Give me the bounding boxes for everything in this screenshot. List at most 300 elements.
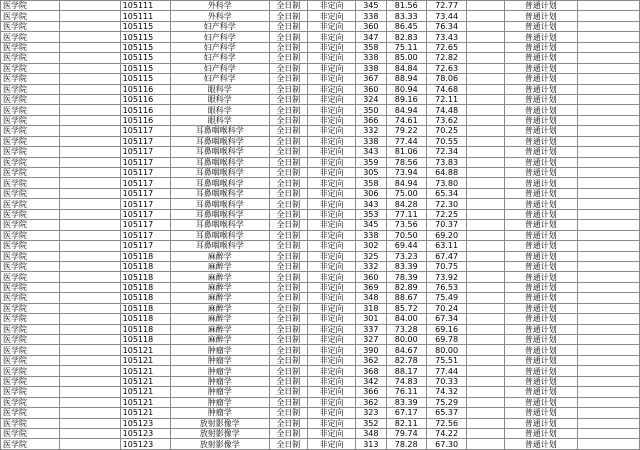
cell-study-mode: 全日制 [269, 178, 308, 188]
cell-major-name: 麻醉学 [170, 324, 269, 334]
cell-major-code: 105121 [120, 408, 170, 418]
cell-blank [577, 397, 639, 407]
cell-initial-score: 332 [356, 126, 386, 136]
cell-major-name: 肿瘤学 [170, 355, 269, 365]
cell-blank [577, 366, 639, 376]
cell-total-score: 67.34 [426, 314, 466, 324]
cell-major-name: 妇产科学 [170, 21, 269, 31]
cell-major-code: 105118 [120, 335, 170, 345]
cell-major-code: 105118 [120, 251, 170, 261]
cell-blank [577, 387, 639, 397]
cell-study-mode: 全日制 [269, 209, 308, 219]
cell-blank [467, 178, 504, 188]
cell-blank [60, 105, 120, 115]
cell-major-name: 肿瘤学 [170, 366, 269, 376]
cell-major-name: 麻醉学 [170, 261, 269, 271]
cell-blank [577, 355, 639, 365]
table-row [1, 439, 640, 449]
cell-major-code: 105117 [120, 188, 170, 198]
cell-initial-score: 369 [356, 282, 386, 292]
cell-major-name: 耳鼻咽喉科学 [170, 230, 269, 240]
table-body [1, 1, 640, 450]
cell-interview-score: 77.44 [386, 136, 426, 146]
cell-total-score: 76.53 [426, 282, 466, 292]
cell-blank [467, 32, 504, 42]
cell-department: 医学院 [1, 355, 60, 365]
cell-major-name: 外科学 [170, 1, 269, 11]
cell-plan-type: 普通计划 [504, 209, 577, 219]
cell-initial-score: 362 [356, 397, 386, 407]
cell-plan-type: 普通计划 [504, 355, 577, 365]
cell-interview-score: 75.11 [386, 42, 426, 52]
cell-blank [577, 261, 639, 271]
cell-blank [60, 241, 120, 251]
cell-department: 医学院 [1, 230, 60, 240]
cell-study-mode: 全日制 [269, 63, 308, 73]
cell-plan-type: 普通计划 [504, 94, 577, 104]
cell-interview-score: 73.56 [386, 220, 426, 230]
cell-orientation: 非定向 [308, 105, 356, 115]
cell-orientation: 非定向 [308, 147, 356, 157]
cell-orientation: 非定向 [308, 11, 356, 21]
cell-interview-score: 70.50 [386, 230, 426, 240]
cell-major-name: 耳鼻咽喉科学 [170, 147, 269, 157]
cell-blank [467, 220, 504, 230]
table-row [1, 220, 640, 230]
cell-major-name: 麻醉学 [170, 303, 269, 313]
cell-blank [467, 1, 504, 11]
cell-orientation: 非定向 [308, 74, 356, 84]
cell-department: 医学院 [1, 345, 60, 355]
cell-department: 医学院 [1, 115, 60, 125]
cell-major-name: 麻醉学 [170, 282, 269, 292]
cell-study-mode: 全日制 [269, 74, 308, 84]
table-row [1, 32, 640, 42]
cell-plan-type: 普通计划 [504, 199, 577, 209]
cell-total-score: 74.68 [426, 84, 466, 94]
cell-blank [577, 168, 639, 178]
cell-study-mode: 全日制 [269, 418, 308, 428]
cell-blank [60, 1, 120, 11]
cell-major-code: 105117 [120, 209, 170, 219]
cell-plan-type: 普通计划 [504, 11, 577, 21]
cell-blank [467, 335, 504, 345]
cell-plan-type: 普通计划 [504, 230, 577, 240]
cell-blank [60, 53, 120, 63]
cell-department: 医学院 [1, 147, 60, 157]
cell-study-mode: 全日制 [269, 147, 308, 157]
cell-major-code: 105118 [120, 272, 170, 282]
cell-study-mode: 全日制 [269, 303, 308, 313]
cell-orientation: 非定向 [308, 376, 356, 386]
cell-study-mode: 全日制 [269, 335, 308, 345]
cell-orientation: 非定向 [308, 126, 356, 136]
cell-blank [60, 74, 120, 84]
cell-total-score: 72.82 [426, 53, 466, 63]
cell-initial-score: 350 [356, 105, 386, 115]
cell-blank [60, 136, 120, 146]
cell-study-mode: 全日制 [269, 21, 308, 31]
cell-plan-type: 普通计划 [504, 335, 577, 345]
cell-study-mode: 全日制 [269, 376, 308, 386]
cell-interview-score: 69.44 [386, 241, 426, 251]
cell-orientation: 非定向 [308, 387, 356, 397]
cell-orientation: 非定向 [308, 251, 356, 261]
cell-department: 医学院 [1, 397, 60, 407]
cell-blank [60, 397, 120, 407]
cell-interview-score: 85.72 [386, 303, 426, 313]
cell-total-score: 75.51 [426, 355, 466, 365]
cell-blank [60, 94, 120, 104]
cell-major-name: 放射影像学 [170, 428, 269, 438]
cell-major-code: 105116 [120, 115, 170, 125]
cell-blank [577, 314, 639, 324]
cell-study-mode: 全日制 [269, 355, 308, 365]
cell-department: 医学院 [1, 439, 60, 449]
cell-orientation: 非定向 [308, 335, 356, 345]
cell-plan-type: 普通计划 [504, 397, 577, 407]
cell-study-mode: 全日制 [269, 53, 308, 63]
cell-blank [577, 42, 639, 52]
cell-orientation: 非定向 [308, 32, 356, 42]
cell-interview-score: 88.67 [386, 293, 426, 303]
cell-initial-score: 306 [356, 188, 386, 198]
cell-study-mode: 全日制 [269, 282, 308, 292]
cell-initial-score: 301 [356, 314, 386, 324]
cell-total-score: 63.11 [426, 241, 466, 251]
cell-initial-score: 338 [356, 136, 386, 146]
cell-major-code: 105117 [120, 178, 170, 188]
cell-major-name: 眼科学 [170, 84, 269, 94]
cell-total-score: 69.20 [426, 230, 466, 240]
cell-major-name: 耳鼻咽喉科学 [170, 188, 269, 198]
cell-department: 医学院 [1, 63, 60, 73]
table-row [1, 147, 640, 157]
cell-orientation: 非定向 [308, 178, 356, 188]
cell-department: 医学院 [1, 199, 60, 209]
cell-interview-score: 74.61 [386, 115, 426, 125]
cell-plan-type: 普通计划 [504, 345, 577, 355]
cell-total-score: 74.32 [426, 387, 466, 397]
cell-plan-type: 普通计划 [504, 303, 577, 313]
cell-total-score: 74.48 [426, 105, 466, 115]
cell-blank [60, 230, 120, 240]
cell-blank [577, 376, 639, 386]
cell-major-code: 105115 [120, 63, 170, 73]
cell-major-code: 105123 [120, 418, 170, 428]
cell-study-mode: 全日制 [269, 324, 308, 334]
cell-plan-type: 普通计划 [504, 63, 577, 73]
cell-initial-score: 362 [356, 355, 386, 365]
cell-study-mode: 全日制 [269, 11, 308, 21]
cell-department: 医学院 [1, 136, 60, 146]
cell-total-score: 70.25 [426, 126, 466, 136]
cell-total-score: 72.25 [426, 209, 466, 219]
cell-blank [60, 439, 120, 449]
cell-blank [467, 418, 504, 428]
cell-major-name: 眼科学 [170, 94, 269, 104]
cell-plan-type: 普通计划 [504, 21, 577, 31]
cell-blank [60, 251, 120, 261]
cell-plan-type: 普通计划 [504, 241, 577, 251]
cell-blank [60, 293, 120, 303]
cell-initial-score: 338 [356, 63, 386, 73]
cell-plan-type: 普通计划 [504, 314, 577, 324]
table-row [1, 53, 640, 63]
cell-major-code: 105121 [120, 366, 170, 376]
cell-study-mode: 全日制 [269, 366, 308, 376]
cell-major-code: 105115 [120, 74, 170, 84]
cell-blank [60, 32, 120, 42]
cell-total-score: 72.56 [426, 418, 466, 428]
cell-blank [467, 428, 504, 438]
cell-study-mode: 全日制 [269, 439, 308, 449]
cell-study-mode: 全日制 [269, 105, 308, 115]
cell-major-code: 105117 [120, 157, 170, 167]
cell-plan-type: 普通计划 [504, 84, 577, 94]
cell-interview-score: 84.84 [386, 63, 426, 73]
cell-initial-score: 345 [356, 220, 386, 230]
cell-blank [467, 115, 504, 125]
cell-major-code: 105117 [120, 136, 170, 146]
cell-blank [60, 335, 120, 345]
cell-blank [577, 345, 639, 355]
cell-orientation: 非定向 [308, 314, 356, 324]
cell-major-name: 妇产科学 [170, 74, 269, 84]
cell-initial-score: 324 [356, 94, 386, 104]
cell-interview-score: 86.45 [386, 21, 426, 31]
cell-major-name: 耳鼻咽喉科学 [170, 136, 269, 146]
cell-blank [577, 136, 639, 146]
cell-department: 医学院 [1, 209, 60, 219]
cell-study-mode: 全日制 [269, 293, 308, 303]
cell-department: 医学院 [1, 21, 60, 31]
cell-initial-score: 313 [356, 439, 386, 449]
table-row [1, 418, 640, 428]
cell-blank [467, 136, 504, 146]
cell-total-score: 76.34 [426, 21, 466, 31]
cell-blank [577, 303, 639, 313]
cell-department: 医学院 [1, 105, 60, 115]
cell-interview-score: 79.74 [386, 428, 426, 438]
cell-initial-score: 360 [356, 21, 386, 31]
cell-plan-type: 普通计划 [504, 74, 577, 84]
cell-blank [577, 188, 639, 198]
cell-plan-type: 普通计划 [504, 261, 577, 271]
cell-department: 医学院 [1, 387, 60, 397]
cell-blank [467, 251, 504, 261]
table-row [1, 105, 640, 115]
cell-department: 医学院 [1, 428, 60, 438]
cell-interview-score: 76.11 [386, 387, 426, 397]
table-row [1, 355, 640, 365]
cell-blank [577, 293, 639, 303]
cell-total-score: 74.22 [426, 428, 466, 438]
cell-initial-score: 342 [356, 376, 386, 386]
cell-blank [467, 293, 504, 303]
table-row [1, 251, 640, 261]
cell-initial-score: 367 [356, 74, 386, 84]
cell-major-name: 麻醉学 [170, 251, 269, 261]
cell-total-score: 73.83 [426, 157, 466, 167]
cell-major-code: 105117 [120, 147, 170, 157]
cell-orientation: 非定向 [308, 345, 356, 355]
cell-total-score: 72.63 [426, 63, 466, 73]
cell-blank [577, 199, 639, 209]
table-row [1, 84, 640, 94]
cell-orientation: 非定向 [308, 282, 356, 292]
cell-blank [60, 387, 120, 397]
table-row [1, 126, 640, 136]
cell-blank [467, 105, 504, 115]
cell-major-code: 105121 [120, 355, 170, 365]
cell-total-score: 73.80 [426, 178, 466, 188]
cell-blank [60, 366, 120, 376]
cell-blank [577, 428, 639, 438]
table-row [1, 178, 640, 188]
cell-initial-score: 358 [356, 178, 386, 188]
cell-plan-type: 普通计划 [504, 53, 577, 63]
cell-plan-type: 普通计划 [504, 282, 577, 292]
cell-plan-type: 普通计划 [504, 293, 577, 303]
cell-blank [467, 355, 504, 365]
cell-plan-type: 普通计划 [504, 376, 577, 386]
cell-interview-score: 85.00 [386, 53, 426, 63]
cell-blank [60, 408, 120, 418]
cell-study-mode: 全日制 [269, 345, 308, 355]
cell-interview-score: 73.23 [386, 251, 426, 261]
cell-total-score: 67.47 [426, 251, 466, 261]
cell-interview-score: 89.16 [386, 94, 426, 104]
cell-blank [467, 303, 504, 313]
cell-interview-score: 74.83 [386, 376, 426, 386]
cell-blank [577, 324, 639, 334]
cell-study-mode: 全日制 [269, 84, 308, 94]
cell-major-code: 105116 [120, 105, 170, 115]
cell-major-code: 105117 [120, 230, 170, 240]
cell-orientation: 非定向 [308, 241, 356, 251]
cell-plan-type: 普通计划 [504, 251, 577, 261]
cell-total-score: 69.78 [426, 335, 466, 345]
cell-blank [467, 241, 504, 251]
cell-plan-type: 普通计划 [504, 272, 577, 282]
table-row [1, 63, 640, 73]
cell-blank [60, 376, 120, 386]
cell-interview-score: 82.83 [386, 32, 426, 42]
cell-interview-score: 88.17 [386, 366, 426, 376]
cell-major-code: 105115 [120, 32, 170, 42]
table-row [1, 293, 640, 303]
cell-department: 医学院 [1, 188, 60, 198]
cell-department: 医学院 [1, 84, 60, 94]
cell-plan-type: 普通计划 [504, 168, 577, 178]
cell-blank [467, 147, 504, 157]
cell-total-score: 75.49 [426, 293, 466, 303]
cell-orientation: 非定向 [308, 418, 356, 428]
cell-orientation: 非定向 [308, 439, 356, 449]
cell-blank [577, 157, 639, 167]
cell-study-mode: 全日制 [269, 42, 308, 52]
cell-blank [577, 84, 639, 94]
cell-total-score: 70.33 [426, 376, 466, 386]
cell-initial-score: 302 [356, 241, 386, 251]
cell-study-mode: 全日制 [269, 314, 308, 324]
cell-interview-score: 84.00 [386, 314, 426, 324]
cell-major-code: 105111 [120, 11, 170, 21]
cell-initial-score: 343 [356, 199, 386, 209]
table-row [1, 314, 640, 324]
cell-orientation: 非定向 [308, 115, 356, 125]
cell-plan-type: 普通计划 [504, 408, 577, 418]
cell-major-name: 妇产科学 [170, 63, 269, 73]
cell-major-name: 麻醉学 [170, 335, 269, 345]
cell-department: 医学院 [1, 335, 60, 345]
table-row [1, 1, 640, 11]
cell-blank [60, 314, 120, 324]
cell-study-mode: 全日制 [269, 1, 308, 11]
cell-blank [467, 42, 504, 52]
cell-initial-score: 352 [356, 418, 386, 428]
cell-blank [467, 188, 504, 198]
cell-study-mode: 全日制 [269, 251, 308, 261]
cell-department: 医学院 [1, 282, 60, 292]
cell-blank [577, 220, 639, 230]
cell-total-score: 75.29 [426, 397, 466, 407]
cell-plan-type: 普通计划 [504, 126, 577, 136]
cell-orientation: 非定向 [308, 21, 356, 31]
cell-department: 医学院 [1, 157, 60, 167]
cell-initial-score: 358 [356, 42, 386, 52]
table-row [1, 324, 640, 334]
cell-study-mode: 全日制 [269, 387, 308, 397]
cell-interview-score: 84.67 [386, 345, 426, 355]
cell-department: 医学院 [1, 178, 60, 188]
cell-major-name: 眼科学 [170, 115, 269, 125]
cell-major-code: 105121 [120, 397, 170, 407]
table-row [1, 21, 640, 31]
cell-major-code: 105115 [120, 42, 170, 52]
cell-orientation: 非定向 [308, 199, 356, 209]
cell-study-mode: 全日制 [269, 408, 308, 418]
cell-study-mode: 全日制 [269, 397, 308, 407]
cell-department: 医学院 [1, 324, 60, 334]
cell-blank [577, 418, 639, 428]
table-row [1, 74, 640, 84]
cell-orientation: 非定向 [308, 209, 356, 219]
cell-major-code: 105117 [120, 220, 170, 230]
cell-major-name: 放射影像学 [170, 418, 269, 428]
cell-plan-type: 普通计划 [504, 42, 577, 52]
cell-blank [467, 439, 504, 449]
cell-initial-score: 347 [356, 32, 386, 42]
cell-study-mode: 全日制 [269, 136, 308, 146]
cell-total-score: 69.16 [426, 324, 466, 334]
cell-major-name: 放射影像学 [170, 439, 269, 449]
cell-major-name: 耳鼻咽喉科学 [170, 241, 269, 251]
cell-department: 医学院 [1, 42, 60, 52]
cell-initial-score: 360 [356, 272, 386, 282]
table-row [1, 428, 640, 438]
cell-plan-type: 普通计划 [504, 418, 577, 428]
cell-blank [467, 408, 504, 418]
table-row [1, 303, 640, 313]
cell-plan-type: 普通计划 [504, 428, 577, 438]
cell-major-name: 耳鼻咽喉科学 [170, 178, 269, 188]
cell-plan-type: 普通计划 [504, 136, 577, 146]
cell-initial-score: 338 [356, 53, 386, 63]
cell-total-score: 72.30 [426, 199, 466, 209]
cell-orientation: 非定向 [308, 168, 356, 178]
